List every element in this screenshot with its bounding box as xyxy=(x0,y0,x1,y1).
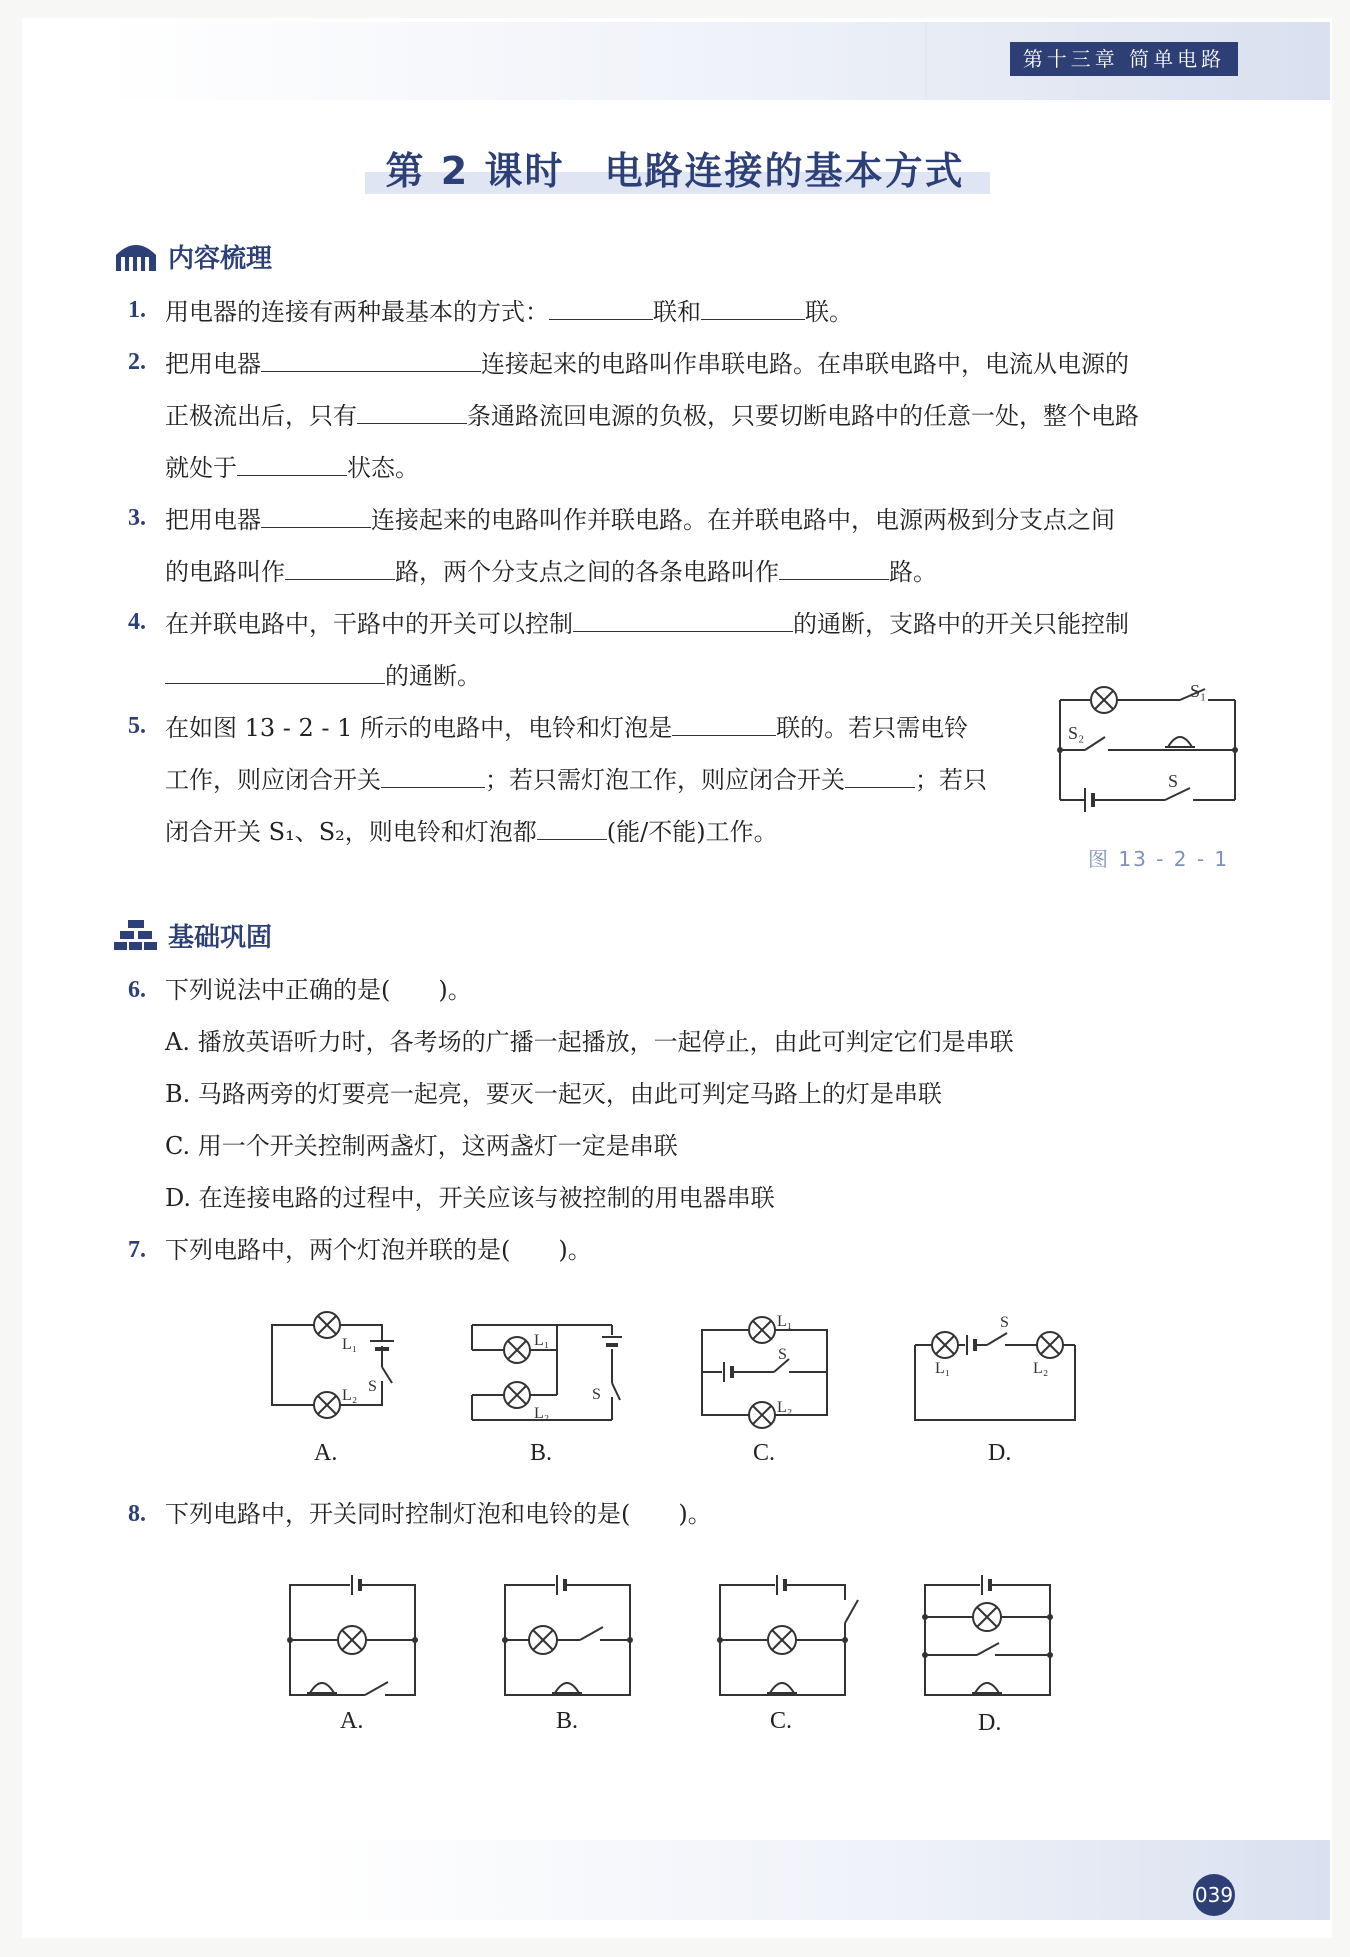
q7d-s: S xyxy=(1000,1314,1009,1331)
q2-text-2b: 条通路流回电源的负极，只要切断电路中的任意一处，整个电路 xyxy=(467,402,1139,430)
fig-label-s1: S₁ xyxy=(1190,681,1207,701)
q7d-l2: L₂ xyxy=(1033,1360,1049,1377)
section-review-heading xyxy=(114,236,272,276)
q3-line-2 xyxy=(165,553,937,589)
q6-number: 6. xyxy=(128,977,146,1003)
q5-line-3 xyxy=(165,813,778,849)
q1-text-a: 用电器的连接有两种最基本的方式： xyxy=(165,298,549,326)
q2-blank-2[interactable] xyxy=(357,397,467,424)
header-divider xyxy=(925,22,927,100)
q7-label-c: C. xyxy=(753,1440,776,1466)
stack-books-icon xyxy=(114,239,158,273)
figure-caption: 图 13 - 2 - 1 xyxy=(1088,847,1230,871)
q3-number: 3. xyxy=(128,505,146,531)
q3-blank-1[interactable] xyxy=(261,501,371,528)
q5-text-1b: 联的。若只需电铃 xyxy=(776,714,969,742)
q5-text-2a: 工作，则应闭合开关 xyxy=(165,766,381,794)
q7-number: 7. xyxy=(128,1237,146,1263)
q5-blank-4[interactable] xyxy=(537,813,607,840)
q2-line-2 xyxy=(165,397,1139,433)
q3-text-1a: 把用电器 xyxy=(165,506,261,534)
q7c-s: S xyxy=(778,1346,787,1363)
q8-label-a: A. xyxy=(340,1708,364,1734)
figure-13-2-1 xyxy=(1050,675,1250,825)
q2-blank-3[interactable] xyxy=(237,449,347,476)
q5-text-3b: (能/不能)工作。 xyxy=(606,818,778,846)
q3-blank-2[interactable] xyxy=(285,553,395,580)
q3-text-2a: 的电路叫作 xyxy=(165,558,285,586)
q4-text-1a: 在并联电路中，干路中的开关可以控制 xyxy=(165,610,573,638)
q2-text-3a: 就处于 xyxy=(165,454,237,482)
q7a-l2: L₂ xyxy=(342,1387,358,1404)
q4-blank-1[interactable] xyxy=(573,605,793,632)
q6-option-b[interactable]: B. 马路两旁的灯要亮一起亮，要灭一起灭，由此可判定马路上的灯是串联 xyxy=(165,1080,942,1108)
fig-label-s: S xyxy=(1168,771,1179,791)
q7-stem: 下列电路中，两个灯泡并联的是( )。 xyxy=(165,1236,592,1264)
q7c-l2: L₂ xyxy=(777,1399,793,1416)
q6-option-a[interactable]: A. 播放英语听力时，各考场的广播一起播放，一起停止，由此可判定它们是串联 xyxy=(165,1028,1014,1056)
q7-label-b: B. xyxy=(530,1440,553,1466)
q4-text-1b: 的通断，支路中的开关只能控制 xyxy=(793,610,1129,638)
q8-circuit-b[interactable] xyxy=(495,1565,645,1705)
section-basics-heading xyxy=(114,915,272,955)
q5-line-1 xyxy=(165,709,968,745)
q6-stem: 下列说法中正确的是( )。 xyxy=(165,976,472,1004)
q5-text-1a: 在如图 13 - 2 - 1 所示的电路中，电铃和灯泡是 xyxy=(165,714,673,742)
q7-circuit-a[interactable] xyxy=(262,1305,412,1425)
q3-text-2b: 路，两个分支点之间的各条电路叫作 xyxy=(395,558,779,586)
q5-number: 5. xyxy=(128,713,146,739)
fig-label-s2: S₂ xyxy=(1068,723,1085,743)
q7-label-a: A. xyxy=(314,1440,338,1466)
q7a-l1: L₁ xyxy=(342,1336,358,1353)
chapter-tag: 第十三章 简单电路 xyxy=(1010,42,1238,76)
page-number: 039 xyxy=(1193,1874,1235,1916)
section-basics-title: 基础巩固 xyxy=(168,922,273,953)
q2-number: 2. xyxy=(128,349,146,375)
q1-number: 1. xyxy=(128,297,146,323)
q8-circuit-d[interactable] xyxy=(915,1565,1065,1715)
q2-text-1a: 把用电器 xyxy=(165,350,261,378)
q4-text-2: 的通断。 xyxy=(385,662,481,690)
q5-blank-1[interactable] xyxy=(672,709,776,736)
q5-text-2b: ；若只需灯泡工作，则应闭合开关 xyxy=(485,766,845,794)
q8-label-c: C. xyxy=(770,1708,793,1734)
q2-blank-1[interactable] xyxy=(261,345,481,372)
q5-text-3a: 闭合开关 S₁、S₂，则电铃和灯泡都 xyxy=(165,818,537,846)
q8-circuit-c[interactable] xyxy=(710,1565,870,1705)
q3-text-2c: 路。 xyxy=(889,558,937,586)
q2-text-2a: 正极流出后，只有 xyxy=(165,402,357,430)
q2-line-3 xyxy=(165,449,419,485)
q1-blank-1[interactable] xyxy=(549,293,653,320)
q4-blank-2[interactable] xyxy=(165,657,385,684)
q1-text-c: 联。 xyxy=(805,298,853,326)
q2-text-3b: 状态。 xyxy=(347,454,419,482)
q7-circuit-b[interactable] xyxy=(462,1305,622,1425)
q3-line-1 xyxy=(165,501,1115,537)
q4-line-2 xyxy=(165,657,481,693)
q5-text-2c: ；若只 xyxy=(915,766,987,794)
q7d-l1: L₁ xyxy=(935,1360,951,1377)
q4-number: 4. xyxy=(128,609,146,635)
page-title: 第 2 课时 电路连接的基本方式 xyxy=(385,149,965,193)
title-wrap xyxy=(0,140,1350,195)
q8-label-d: D. xyxy=(978,1710,1002,1736)
q7b-s: S xyxy=(592,1386,601,1403)
q7a-s: S xyxy=(368,1378,377,1395)
q7b-l2: L₂ xyxy=(534,1405,550,1422)
q1-blank-2[interactable] xyxy=(701,293,805,320)
q6-option-d[interactable]: D. 在连接电路的过程中，开关应该与被控制的用电器串联 xyxy=(165,1184,775,1212)
q7b-l1: L₁ xyxy=(534,1332,550,1349)
q5-line-2 xyxy=(165,761,987,797)
q5-blank-2[interactable] xyxy=(381,761,485,788)
q2-line-1 xyxy=(165,345,1129,381)
footer-band xyxy=(300,1840,1330,1920)
q6-option-c[interactable]: C. 用一个开关控制两盏灯，这两盏灯一定是串联 xyxy=(165,1132,678,1160)
q8-stem: 下列电路中，开关同时控制灯泡和电铃的是( )。 xyxy=(165,1500,712,1528)
q3-blank-3[interactable] xyxy=(779,553,889,580)
q7-circuit-c[interactable] xyxy=(692,1305,842,1430)
q8-label-b: B. xyxy=(556,1708,579,1734)
q1-text-b: 联和 xyxy=(653,298,701,326)
q7-label-d: D. xyxy=(988,1440,1012,1466)
q3-text-1b: 连接起来的电路叫作并联电路。在并联电路中，电源两极到分支点之间 xyxy=(371,506,1115,534)
q5-blank-3[interactable] xyxy=(845,761,915,788)
q1-line xyxy=(165,293,853,329)
brick-stack-icon xyxy=(114,918,158,952)
section-review-title: 内容梳理 xyxy=(168,243,273,274)
q7-circuit-d[interactable] xyxy=(905,1305,1085,1430)
q8-number: 8. xyxy=(128,1501,146,1527)
q4-line-1 xyxy=(165,605,1129,641)
q2-text-1b: 连接起来的电路叫作串联电路。在串联电路中，电流从电源的 xyxy=(481,350,1129,378)
q7c-l1: L₁ xyxy=(777,1313,793,1330)
q8-circuit-a[interactable] xyxy=(280,1565,430,1705)
